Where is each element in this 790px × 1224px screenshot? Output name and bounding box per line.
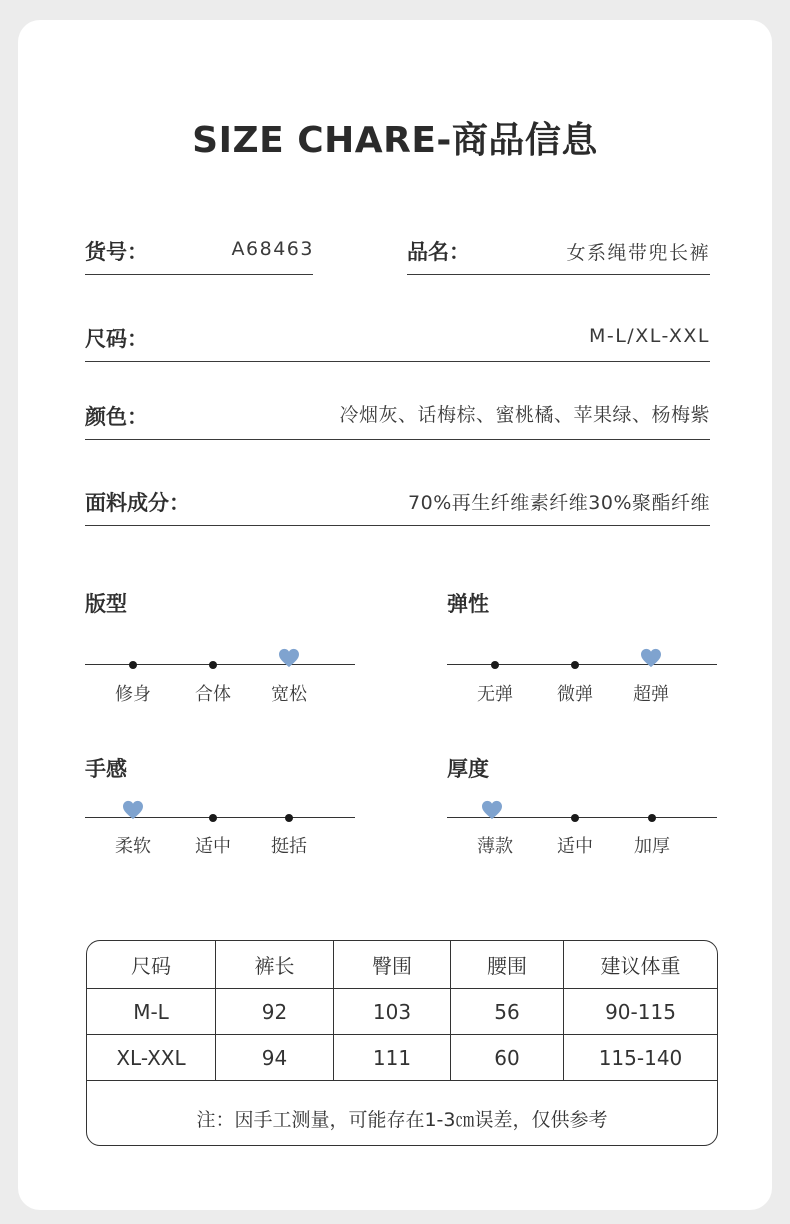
table-header-cell: 腰围 bbox=[451, 941, 564, 988]
table-header-row bbox=[87, 941, 717, 988]
table-note: 注：因手工测量，可能存在1-3㎝误差，仅供参考 bbox=[196, 1109, 608, 1131]
color-underline bbox=[85, 439, 710, 440]
feel-title: 手感 bbox=[85, 757, 127, 781]
fit-option-3: 宽松 bbox=[271, 684, 307, 705]
table-cell: XL-XXL bbox=[87, 1035, 216, 1080]
fabric-label: 面料成分： bbox=[85, 491, 190, 515]
fabric-value: 70%再生纤维素纤维30%聚酯纤维 bbox=[408, 492, 710, 514]
size-value: M-L/XL-XXL bbox=[588, 325, 710, 347]
fabric-underline bbox=[85, 525, 710, 526]
size-underline bbox=[85, 361, 710, 362]
product-name-label: 品名： bbox=[407, 240, 470, 264]
table-row bbox=[87, 1035, 717, 1080]
item-no-underline bbox=[85, 274, 313, 275]
product-name-underline bbox=[407, 274, 710, 275]
thickness-heart-icon bbox=[481, 800, 503, 820]
size-label: 尺码： bbox=[85, 327, 148, 351]
elasticity-option-1: 无弹 bbox=[477, 684, 513, 705]
table-row bbox=[87, 989, 717, 1034]
fit-title: 版型 bbox=[85, 592, 127, 616]
thickness-title: 厚度 bbox=[447, 757, 489, 781]
thickness-option-1: 薄款 bbox=[477, 836, 513, 857]
fit-dot-2 bbox=[209, 661, 217, 669]
elasticity-option-3: 超弹 bbox=[633, 684, 669, 705]
fit-scale-line bbox=[85, 664, 355, 665]
fit-heart-icon bbox=[278, 648, 300, 668]
table-header-cell: 裤长 bbox=[216, 941, 334, 988]
item-no-value: A68463 bbox=[231, 238, 314, 260]
table-cell: 60 bbox=[451, 1035, 564, 1080]
feel-dot-3 bbox=[285, 814, 293, 822]
table-cell: 90-115 bbox=[605, 999, 676, 1024]
size-table bbox=[86, 940, 718, 1146]
thickness-option-3: 加厚 bbox=[634, 836, 670, 857]
thickness-option-2: 适中 bbox=[557, 836, 593, 857]
feel-dot-2 bbox=[209, 814, 217, 822]
feel-option-1: 柔软 bbox=[115, 836, 151, 857]
color-value: 冷烟灰、话梅棕、蜜桃橘、苹果绿、杨梅紫 bbox=[339, 404, 710, 426]
elasticity-heart-icon bbox=[640, 648, 662, 668]
table-cell: 103 bbox=[334, 989, 451, 1034]
table-cell: M-L bbox=[87, 989, 216, 1034]
page-title: SIZE CHARE-商品信息 bbox=[192, 120, 598, 161]
table-cell: 94 bbox=[216, 1035, 334, 1080]
table-cell: 111 bbox=[334, 1035, 451, 1080]
fit-option-1: 修身 bbox=[115, 684, 151, 705]
elasticity-scale-line bbox=[447, 664, 717, 665]
table-divider bbox=[87, 1080, 717, 1081]
product-name-value: 女系绳带兜长裤 bbox=[566, 242, 710, 264]
table-header-cell: 尺码 bbox=[87, 941, 216, 988]
table-header-cell: 建议体重 bbox=[600, 954, 681, 978]
fit-dot-1 bbox=[129, 661, 137, 669]
table-header-cell: 臀围 bbox=[334, 941, 451, 988]
table-cell: 92 bbox=[216, 989, 334, 1034]
feel-option-2: 适中 bbox=[195, 836, 231, 857]
elasticity-option-2: 微弹 bbox=[557, 684, 593, 705]
thickness-dot-2 bbox=[571, 814, 579, 822]
item-no-label: 货号： bbox=[85, 240, 148, 264]
color-label: 颜色： bbox=[85, 405, 148, 429]
elasticity-title: 弹性 bbox=[447, 592, 489, 616]
thickness-dot-3 bbox=[648, 814, 656, 822]
feel-option-3: 挺括 bbox=[271, 836, 307, 857]
table-cell: 115-140 bbox=[598, 1045, 683, 1070]
elasticity-dot-1 bbox=[491, 661, 499, 669]
elasticity-dot-2 bbox=[571, 661, 579, 669]
feel-heart-icon bbox=[122, 800, 144, 820]
fit-option-2: 合体 bbox=[195, 684, 231, 705]
table-cell: 56 bbox=[451, 989, 564, 1034]
